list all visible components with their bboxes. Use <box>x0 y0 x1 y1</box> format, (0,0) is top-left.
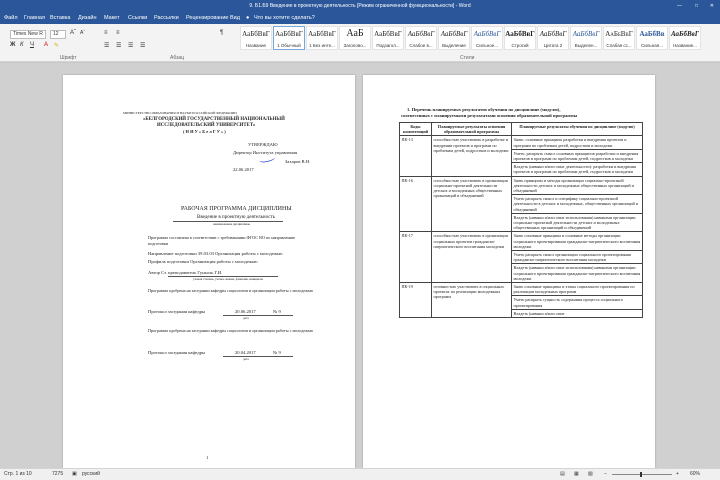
discipline-note: наименование дисциплины <box>213 222 251 226</box>
style-no-spacing[interactable]: АаБбВвГ 1 Без инте... <box>306 26 338 50</box>
style-intense-reference[interactable]: АаБбВв Сильная... <box>636 26 668 50</box>
ministry-line: МИНИСТЕРСТВО ОБРАЗОВАНИЯ И НАУКИ РОССИЙСКОЙ ФЕДЕРАЦИИ <box>123 111 237 115</box>
style-intense-quote[interactable]: АаБбВвГ Выделен... <box>570 26 602 50</box>
group-label-font: Шрифт <box>60 55 77 61</box>
status-bar <box>0 468 720 480</box>
zoom-in-icon[interactable]: + <box>676 471 679 477</box>
highlight-icon[interactable]: ✎ <box>54 43 60 49</box>
window-title: 9. Б1.Б9 Введение в проектную деятельность [Режим ограниченной функциональности] - Word <box>249 3 471 9</box>
competency-desc: готовностью участвовать в социальных проектах по реализации молодежных программ <box>432 283 512 318</box>
zoom-slider-thumb[interactable] <box>640 472 642 477</box>
result-can: Уметь раскрыть смысл и специфику социально-проектной деятельности в детских и молодежных, общественных организаций и объединений <box>512 195 643 214</box>
standard-line: Программа составлена в соответствии с требованиями ФГОС ВО по направлению <box>148 235 296 240</box>
competency-code: ПК-16 <box>400 176 432 232</box>
competency-desc: способностью участвовать в организации социально-проектной деятельности детских и молодежных общественных организаций и объединений <box>432 176 512 232</box>
align-center-icon[interactable]: ☰ <box>116 43 122 49</box>
protocol-2-number: № 9 <box>273 350 281 355</box>
language-indicator[interactable]: русский <box>82 471 100 477</box>
align-right-icon[interactable]: ☰ <box>128 43 134 49</box>
lightbulb-icon: ● <box>246 15 250 21</box>
approval-date: 22.06.2017 <box>233 167 254 172</box>
tab-design[interactable]: Дизайн <box>78 15 97 21</box>
tab-home[interactable]: Главная <box>24 15 45 21</box>
profile-line: Профиль подготовки Организация работы с молодежью <box>148 259 258 264</box>
header-planned: Планируемые результаты освоения образовательной программы <box>432 123 512 136</box>
web-layout-icon[interactable]: ▧ <box>588 471 593 477</box>
table-row <box>400 136 643 149</box>
maximize-icon[interactable]: □ <box>694 3 698 9</box>
protocol-2-date-note: дата <box>243 357 249 361</box>
align-left-icon[interactable]: ☰ <box>104 43 110 49</box>
underline-button[interactable]: Ч <box>30 42 34 48</box>
style-normal[interactable]: АаБбВвГ 1 Обычный <box>273 26 305 50</box>
document-page-1[interactable] <box>63 75 355 468</box>
group-label-styles: Стили <box>460 55 475 61</box>
doc-title: РАБОЧАЯ ПРОГРАММА ДИСЦИПЛИНЫ <box>181 206 292 212</box>
style-subtle-reference[interactable]: АаБбВвГ Слабая сс... <box>603 26 635 50</box>
zoom-level[interactable]: 60% <box>690 471 701 477</box>
style-intense-emphasis[interactable]: АаБбВвГ Сильное... <box>471 26 503 50</box>
author-line: Автор Ст. преподаватель Гуньоль Г.И. <box>148 270 223 275</box>
minimize-icon[interactable]: — <box>677 3 682 9</box>
style-strong[interactable]: АаБбВвГ Строгий <box>504 26 536 50</box>
tab-mailings[interactable]: Рассылки <box>154 15 179 21</box>
result-know: Знать основные принципы и этапы социального проектирования по реализации молодежных программ <box>512 283 643 296</box>
font-size-box[interactable]: 12 <box>50 30 66 39</box>
zoom-slider[interactable] <box>612 474 672 475</box>
table-row <box>400 176 643 195</box>
proofing-icon[interactable]: ▣ <box>72 471 77 477</box>
result-know: Знать основные принципы и основные методы организации социального проектирования гражданско-патриотического воспитания молодежи <box>512 232 643 251</box>
competency-desc: способностью участвовать в организации социальных проектов гражданско-патриотического воспитания молодежи <box>432 232 512 283</box>
direction-line: Направление подготовки 39.03.03 Организация работы с молодежью <box>148 251 283 256</box>
section-heading-1: 1. Перечень планируемых результатов обучения по дисциплине (модулю), <box>407 107 561 112</box>
university-line-3: ( Н И У « Б е л Г У » ) <box>183 129 226 134</box>
style-title[interactable]: АаБбВвГ Название <box>240 26 272 50</box>
italic-button[interactable]: К <box>20 42 24 48</box>
read-mode-icon[interactable]: ▤ <box>560 471 565 477</box>
section-heading-2: соотнесенных с планируемыми результатами освоения образовательной программы <box>401 113 578 118</box>
result-can: Уметь раскрыть смысл организации социального проектирования гражданско-патриотического воспитания молодежи <box>512 251 643 264</box>
table-row <box>400 232 643 251</box>
style-emphasis[interactable]: АаБбВвГ Выделение <box>438 26 470 50</box>
approved-label: УТВЕРЖДАЮ <box>248 142 278 147</box>
print-layout-icon[interactable]: ▦ <box>574 471 579 477</box>
protocol-2-date: 20.04.2017 <box>235 350 256 355</box>
tab-file[interactable]: Файл <box>4 15 18 21</box>
result-master: Владеть (навыки и/или опыт использования) навыками организации социального проектирования гражданско-патриотического воспитания молодежи <box>512 264 643 283</box>
university-line-1: «БЕЛГОРОДСКИЙ ГОСУДАРСТВЕННЫЙ НАЦИОНАЛЬНЫЙ <box>143 117 285 122</box>
result-master: Владеть (навыки и/или опыт деятельности): разработки и внедрения проектов и программ по проблемам детей, подростков и молодежи <box>512 163 643 176</box>
pilcrow-icon[interactable]: ¶ <box>220 30 224 36</box>
tab-view[interactable]: Вид <box>230 15 240 21</box>
header-codes: Коды компетенций <box>400 123 432 136</box>
result-know: Знать: основные принципы разработки и внедрения проектов и программ по проблемам детей, подростков и молодежи <box>512 136 643 149</box>
protocol-1-underline <box>223 315 293 316</box>
zoom-out-icon[interactable]: − <box>604 471 607 477</box>
signature-mark <box>259 154 276 163</box>
protocol-1-date-note: дата <box>243 316 249 320</box>
style-subtitle[interactable]: АаБбВвГ Подзагол... <box>372 26 404 50</box>
bullets-icon[interactable]: ≡ <box>104 30 108 36</box>
document-page-2[interactable] <box>363 75 655 468</box>
protocol-1-label: Протокол заседания кафедры <box>148 309 206 314</box>
author-note: ученая степень, ученое звание, фамилия, инициалы <box>193 277 264 281</box>
result-master: Владеть (навыки и/или опыт <box>512 309 643 317</box>
tab-layout[interactable]: Макет <box>104 15 120 21</box>
tell-me-search[interactable]: Что вы хотите сделать? <box>254 15 315 21</box>
style-quote-2[interactable]: АаБбВвГ Цитата 2 <box>537 26 569 50</box>
standard-line-2: подготовки <box>148 241 169 246</box>
group-label-paragraph: Абзац <box>170 55 185 61</box>
bold-button[interactable]: Ж <box>10 42 16 48</box>
discipline-name: Введение в проектную деятельность <box>197 215 275 220</box>
competencies-table <box>399 122 643 318</box>
competency-code: ПК-17 <box>400 232 432 283</box>
tab-review[interactable]: Рецензирование <box>186 15 229 21</box>
director-name: Захаров В.Н. <box>285 159 311 164</box>
result-can: Уметь: раскрыть смысл основных принципов разработки и внедрения проектов и программ по проблемам детей, подростков и молодежи <box>512 149 643 162</box>
approved-by-line: Программа одобрена на заседании кафедры социологии и организации работы с молодежью <box>148 288 314 293</box>
protocol-1-date: 20.06.2017 <box>235 309 256 314</box>
ribbon-tabs <box>0 12 720 24</box>
result-can: Уметь раскрыть сущность содержания процесса социального проектирования <box>512 296 643 309</box>
style-book-title[interactable]: АаБбВвГ Название... <box>669 26 701 50</box>
tab-insert[interactable]: Вставка <box>50 15 71 21</box>
tab-references[interactable]: Ссылки <box>128 15 148 21</box>
competency-desc: способностью участвовать в разработке и внедрении проектов и программ по проблемам детей, подростков и молодежи <box>432 136 512 176</box>
grow-font-icon[interactable]: Aˆ <box>70 30 76 36</box>
font-color-icon[interactable]: A <box>44 42 49 48</box>
approved-by-line-2: Программа одобрена на заседании кафедры социологии и организации работы с молодежью <box>148 328 314 333</box>
justify-icon[interactable]: ☰ <box>140 43 146 49</box>
result-master: Владеть (навыки и/или опыт использования) навыками организации социально-проектной деятельности детских и молодежных общественных организаций и объединений <box>512 213 643 232</box>
page-number: 1 <box>206 455 209 460</box>
page-counter[interactable]: Стр. 1 из 10 <box>4 471 32 477</box>
protocol-1-number: № 9 <box>273 309 281 314</box>
word-count[interactable]: 7275 <box>52 471 64 477</box>
table-header-row <box>400 123 643 136</box>
shrink-font-icon[interactable]: Aˇ <box>80 30 85 36</box>
header-results: Планируемые результаты обучения по дисциплине (модулю) <box>512 123 643 136</box>
competency-code: ПК-13 <box>400 136 432 176</box>
result-know: Знать принципы и методы организации социально-проектной деятельности детских и молодежных общественных организаций и объединений <box>512 176 643 195</box>
protocol-2-underline <box>223 356 293 357</box>
university-line-2: ИССЛЕДОВАТЕЛЬСКИЙ УНИВЕРСИТЕТ» <box>157 123 256 128</box>
style-subtle-emphasis[interactable]: АаБбВвГ Слабое в... <box>405 26 437 50</box>
numbering-icon[interactable]: ≡ <box>116 30 120 36</box>
protocol-2-label: Протокол заседания кафедры <box>148 350 206 355</box>
director-title: Директор Института управления <box>233 150 298 155</box>
style-heading[interactable]: АаБ Заголово... <box>339 26 371 50</box>
table-row <box>400 283 643 296</box>
competency-code: ПК-19 <box>400 283 432 318</box>
title-bar <box>0 0 720 12</box>
font-name-box[interactable]: Times New R <box>10 30 46 39</box>
close-icon[interactable]: ✕ <box>709 3 714 9</box>
